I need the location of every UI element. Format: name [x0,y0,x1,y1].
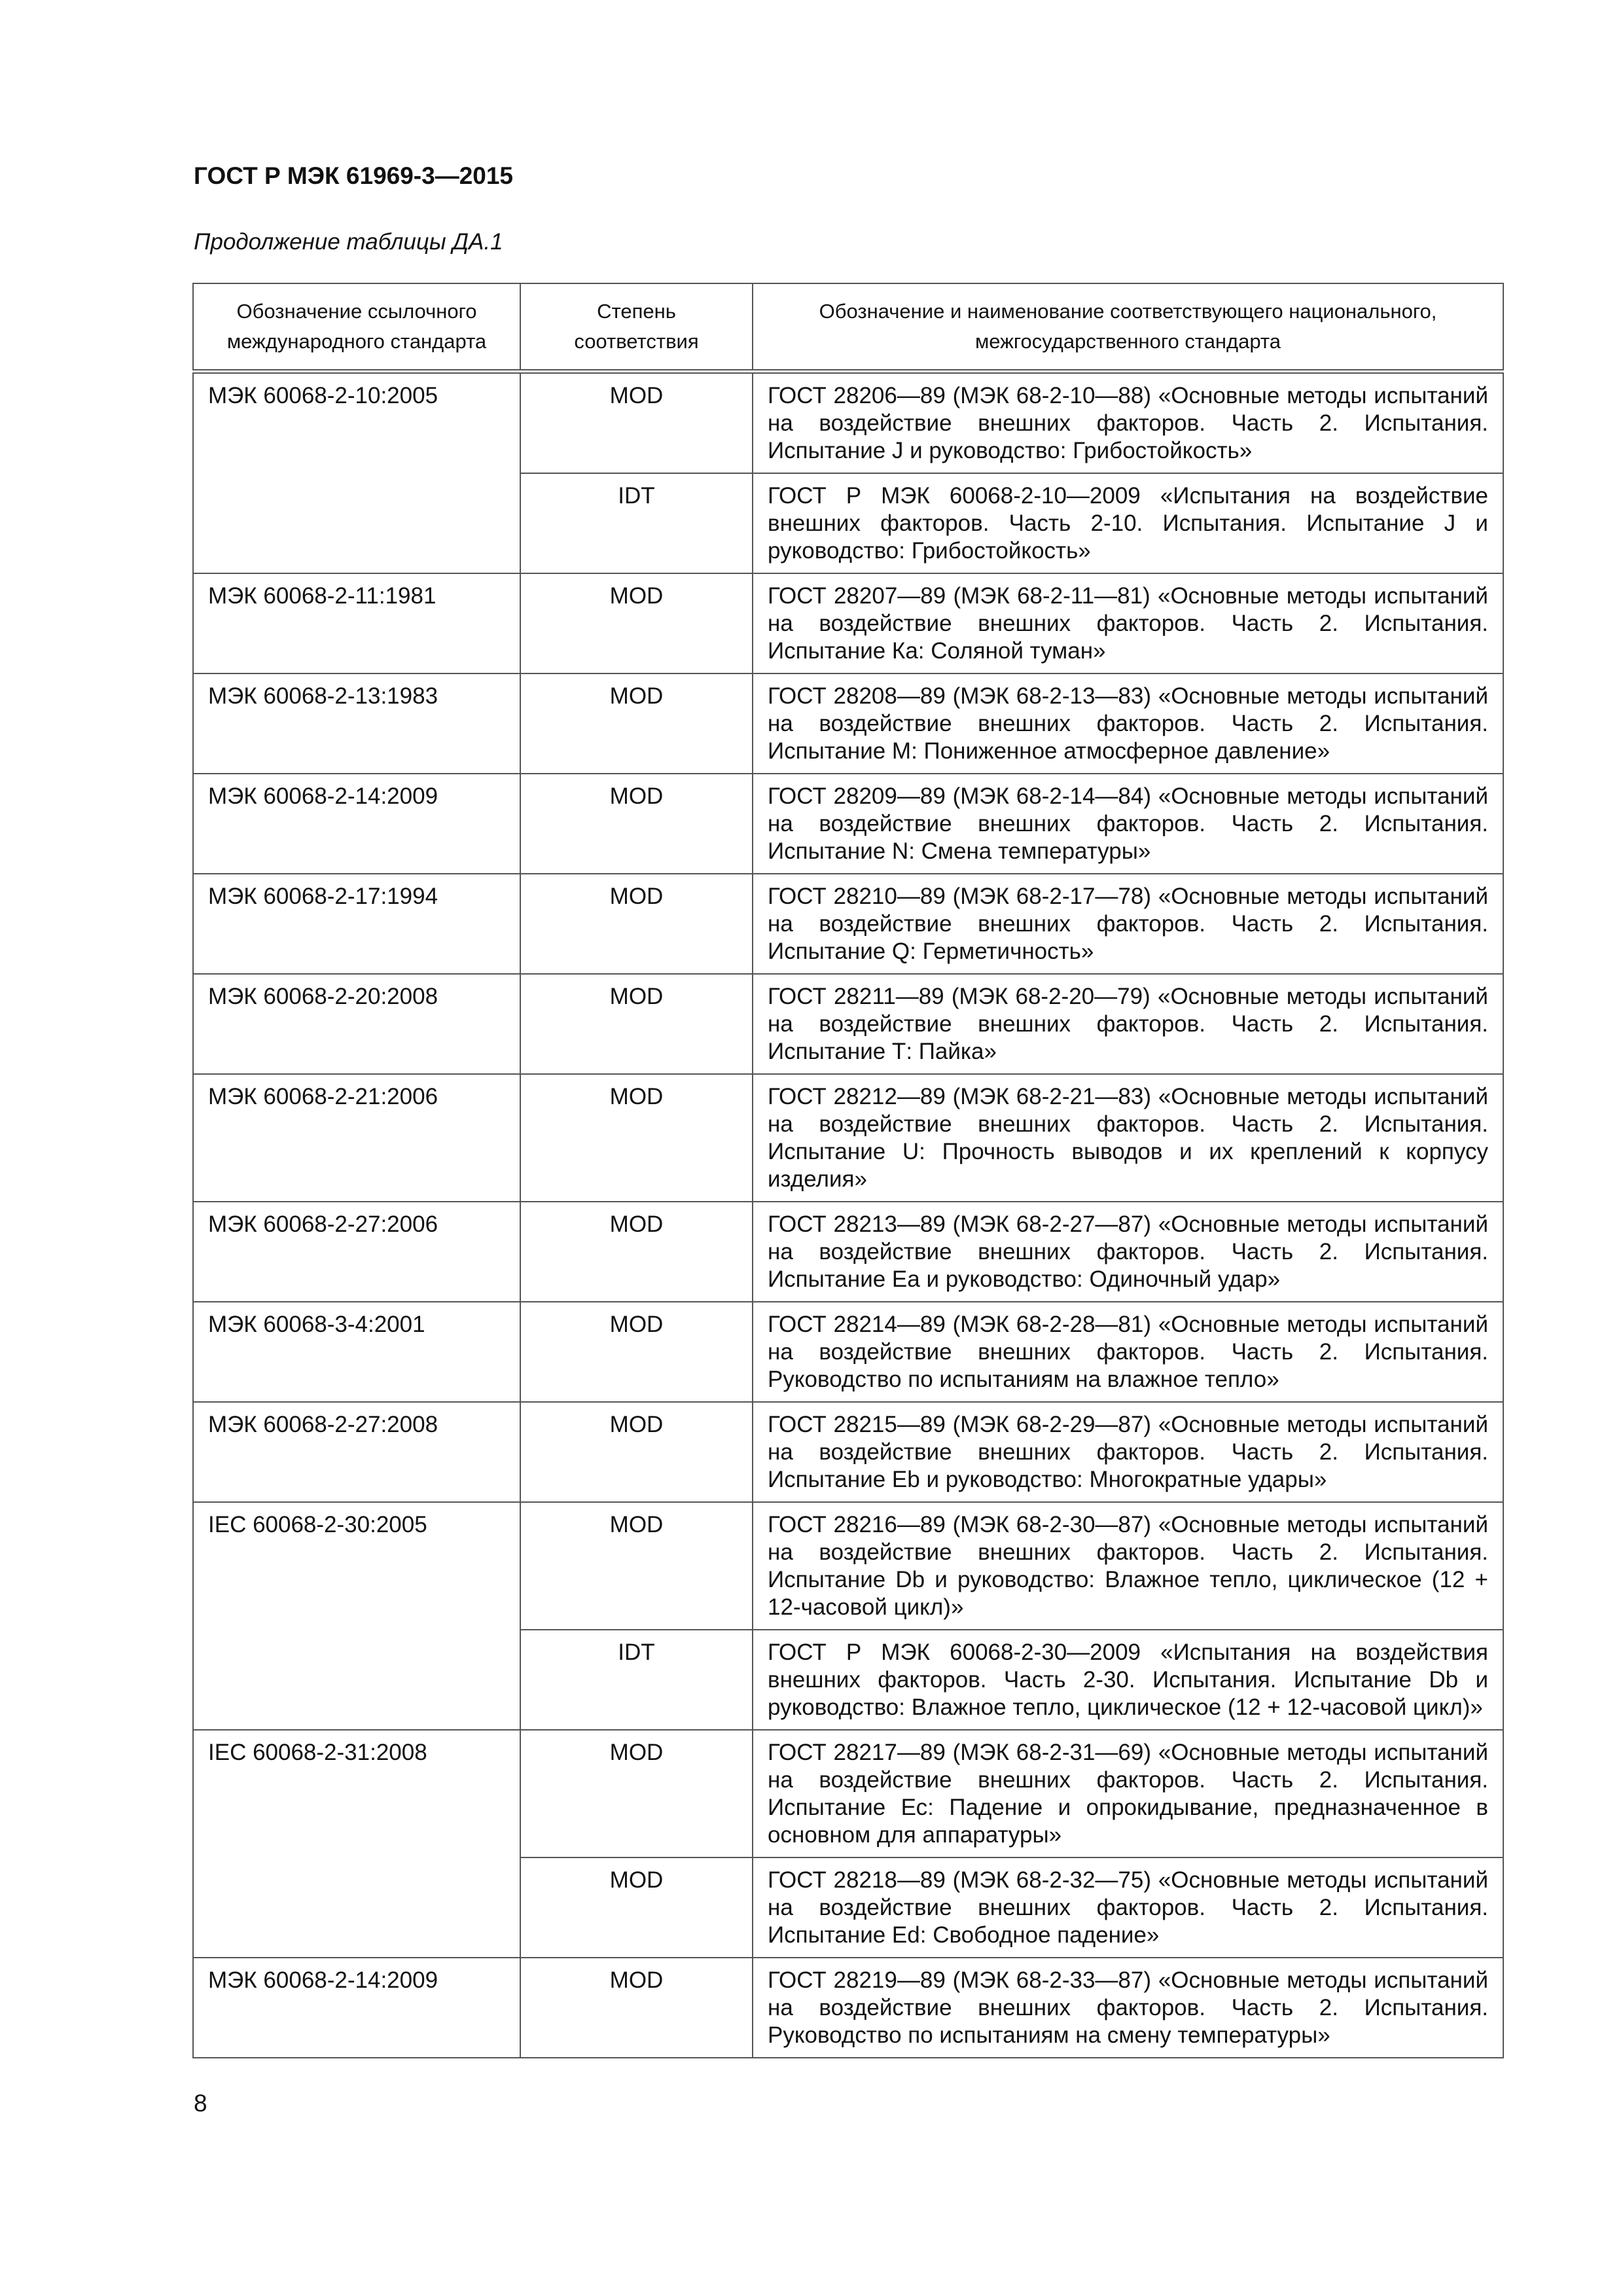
table-row [193,874,1503,974]
national-standard-cell: ГОСТ 28217—89 (МЭК 68-2-31—69) «Основные методы испытаний на воздействие внешних факторов. Часть 2. Испытания. Испытание Ес: Падение и опрокидывание, предназначенное в основном для аппаратуры» [753,1730,1503,1857]
national-standard-cell: ГОСТ Р МЭК 60068-2-10—2009 «Испытания на воздействие внешних факторов. Часть 2-10. Испытания. Испытание J и руководство: Грибостойкость» [753,473,1503,573]
page-number: 8 [194,2090,207,2117]
table-row [193,1302,1503,1402]
national-standard-cell: ГОСТ 28210—89 (МЭК 68-2-17—78) «Основные методы испытаний на воздействие внешних факторов. Часть 2. Испытания. Испытание Q: Герметичность» [753,874,1503,974]
table-row [193,1202,1503,1302]
degree-cell: MOD [520,573,753,673]
international-standard-cell: МЭК 60068-2-10:2005 [193,372,520,574]
degree-cell: MOD [520,974,753,1074]
international-standard-cell: МЭК 60068-2-14:2009 [193,774,520,874]
table-row [193,774,1503,874]
table-row [193,974,1503,1074]
degree-cell: MOD [520,1958,753,2058]
degree-cell: MOD [520,1502,753,1630]
international-standard-cell: МЭК 60068-2-20:2008 [193,974,520,1074]
national-standard-cell: ГОСТ 28218—89 (МЭК 68-2-32—75) «Основные методы испытаний на воздействие внешних факторов. Часть 2. Испытания. Испытание Ed: Свободное падение» [753,1857,1503,1958]
degree-cell: MOD [520,673,753,774]
international-standard-cell: IEC 60068-2-30:2005 [193,1502,520,1730]
national-standard-cell: ГОСТ 28215—89 (МЭК 68-2-29—87) «Основные методы испытаний на воздействие внешних факторов. Часть 2. Испытания. Испытание Eb и руководство: Многократные удары» [753,1402,1503,1502]
document-title: ГОСТ Р МЭК 61969-3—2015 [194,162,514,189]
degree-cell: MOD [520,874,753,974]
degree-cell: MOD [520,1202,753,1302]
international-standard-cell: МЭК 60068-2-27:2006 [193,1202,520,1302]
table-row [193,1074,1503,1202]
international-standard-cell: IEC 60068-2-31:2008 [193,1730,520,1958]
degree-cell: MOD [520,1857,753,1958]
national-standard-cell: ГОСТ 28207—89 (МЭК 68-2-11—81) «Основные методы испытаний на воздействие внешних факторов. Часть 2. Испытания. Испытание Ка: Соляной туман» [753,573,1503,673]
column-header-degree: Степень соответствия [520,283,753,372]
degree-cell: IDT [520,473,753,573]
table-row [193,372,1503,474]
international-standard-cell: МЭК 60068-2-27:2008 [193,1402,520,1502]
national-standard-cell: ГОСТ 28206—89 (МЭК 68-2-10—88) «Основные методы испытаний на воздействие внешних факторов. Часть 2. Испытания. Испытание J и руководство: Грибостойкость» [753,372,1503,474]
national-standard-cell: ГОСТ 28214—89 (МЭК 68-2-28—81) «Основные методы испытаний на воздействие внешних факторов. Часть 2. Испытания. Руководство по испытаниям на влажное тепло» [753,1302,1503,1402]
national-standard-cell: ГОСТ 28212—89 (МЭК 68-2-21—83) «Основные методы испытаний на воздействие внешних факторов. Часть 2. Испытания. Испытание U: Прочность выводов и их креплений к корпусу изделия» [753,1074,1503,1202]
degree-cell: MOD [520,1730,753,1857]
column-header-international-standard: Обозначение ссылочного международного стандарта [193,283,520,372]
international-standard-cell: МЭК 60068-2-21:2006 [193,1074,520,1202]
table-body [193,372,1503,2058]
national-standard-cell: ГОСТ Р МЭК 60068-2-30—2009 «Испытания на воздействия внешних факторов. Часть 2-30. Испытания. Испытание Db и руководство: Влажное тепло, циклическое (12 + 12-часовой цикл)» [753,1630,1503,1730]
degree-cell: MOD [520,1074,753,1202]
standards-correspondence-table [192,283,1504,2058]
national-standard-cell: ГОСТ 28211—89 (МЭК 68-2-20—79) «Основные методы испытаний на воздействие внешних факторов. Часть 2. Испытания. Испытание Т: Пайка» [753,974,1503,1074]
degree-cell: IDT [520,1630,753,1730]
header-row [193,283,1503,372]
degree-cell: MOD [520,1402,753,1502]
international-standard-cell: МЭК 60068-2-14:2009 [193,1958,520,2058]
national-standard-cell: ГОСТ 28213—89 (МЭК 68-2-27—87) «Основные методы испытаний на воздействие внешних факторов. Часть 2. Испытания. Испытание Еа и руководство: Одиночный удар» [753,1202,1503,1302]
table-row [193,673,1503,774]
national-standard-cell: ГОСТ 28209—89 (МЭК 68-2-14—84) «Основные методы испытаний на воздействие внешних факторов. Часть 2. Испытания. Испытание N: Смена температуры» [753,774,1503,874]
table-row [193,573,1503,673]
degree-cell: MOD [520,774,753,874]
international-standard-cell: МЭК 60068-2-17:1994 [193,874,520,974]
table-row [193,1730,1503,1857]
international-standard-cell: МЭК 60068-2-11:1981 [193,573,520,673]
international-standard-cell: МЭК 60068-3-4:2001 [193,1302,520,1402]
column-header-national-standard: Обозначение и наименование соответствующего национального, межгосударственного стандарта [753,283,1503,372]
table-caption: Продолжение таблицы ДА.1 [194,229,503,255]
national-standard-cell: ГОСТ 28216—89 (МЭК 68-2-30—87) «Основные методы испытаний на воздействие внешних факторов. Часть 2. Испытания. Испытание Db и руководство: Влажное тепло, циклическое (12 + 12-часовой цикл)» [753,1502,1503,1630]
degree-cell: MOD [520,1302,753,1402]
national-standard-cell: ГОСТ 28219—89 (МЭК 68-2-33—87) «Основные методы испытаний на воздействие внешних факторов. Часть 2. Испытания. Руководство по испытаниям на смену температуры» [753,1958,1503,2058]
table-row [193,1958,1503,2058]
international-standard-cell: МЭК 60068-2-13:1983 [193,673,520,774]
table-row [193,1502,1503,1630]
table-row [193,1402,1503,1502]
table-header [193,283,1503,372]
degree-cell: MOD [520,372,753,474]
national-standard-cell: ГОСТ 28208—89 (МЭК 68-2-13—83) «Основные методы испытаний на воздействие внешних факторов. Часть 2. Испытания. Испытание М: Пониженное атмосферное давление» [753,673,1503,774]
